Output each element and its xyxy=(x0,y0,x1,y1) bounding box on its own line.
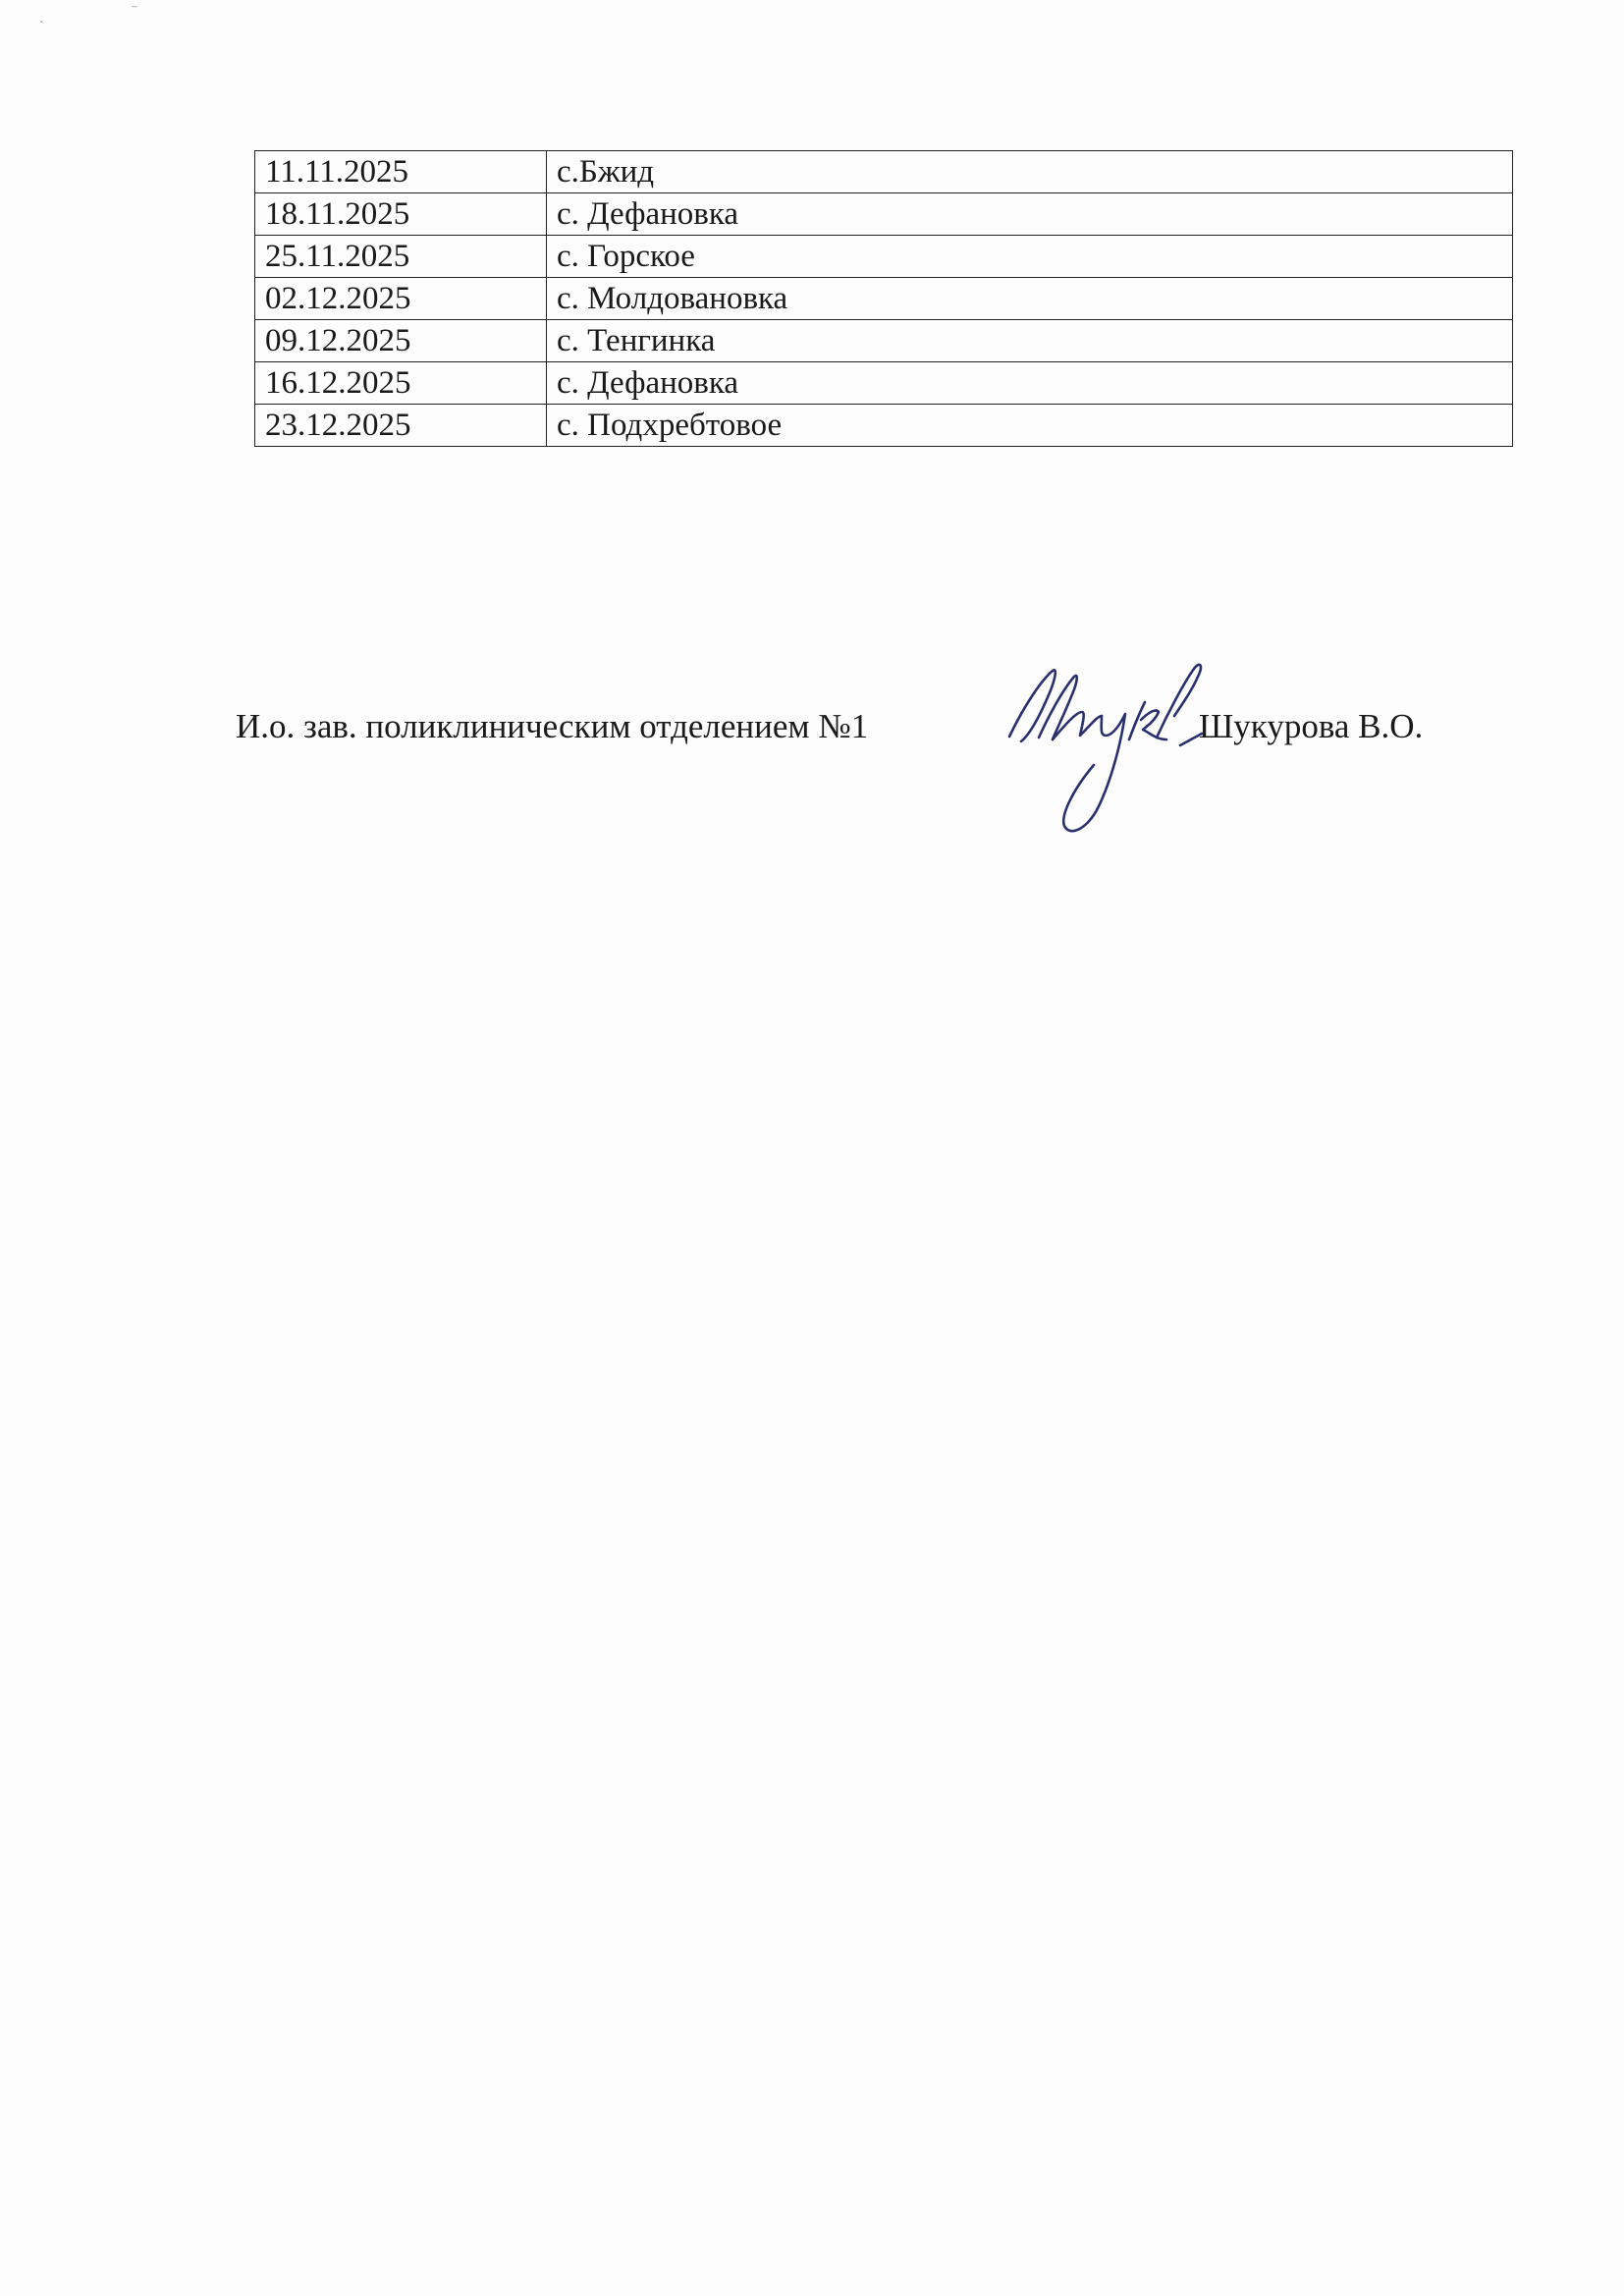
table-row xyxy=(255,320,1513,362)
table-row xyxy=(255,193,1513,236)
date-cell: 18.11.2025 xyxy=(255,193,547,236)
schedule-table xyxy=(254,150,1513,447)
date-cell: 09.12.2025 xyxy=(255,320,547,362)
scan-speck: ˴ xyxy=(39,14,44,28)
date-cell: 16.12.2025 xyxy=(255,362,547,405)
table-row xyxy=(255,151,1513,193)
table-row xyxy=(255,362,1513,405)
table-row xyxy=(255,236,1513,278)
signatory-name: Шукурова В.О. xyxy=(1199,707,1424,745)
table-row xyxy=(255,278,1513,320)
scan-speck: ⁻ xyxy=(131,3,138,18)
table-row xyxy=(255,405,1513,447)
place-cell: с.Бжид xyxy=(547,151,1513,193)
place-cell: с. Подхребтовое xyxy=(547,405,1513,447)
date-cell: 23.12.2025 xyxy=(255,405,547,447)
date-cell: 02.12.2025 xyxy=(255,278,547,320)
place-cell: с. Горское xyxy=(547,236,1513,278)
place-cell: с. Дефановка xyxy=(547,362,1513,405)
signatory-role: И.о. зав. поликлиническим отделением №1 xyxy=(236,707,869,745)
place-cell: с. Тенгинка xyxy=(547,320,1513,362)
handwritten-signature xyxy=(992,643,1222,840)
place-cell: с. Дефановка xyxy=(547,193,1513,236)
date-cell: 11.11.2025 xyxy=(255,151,547,193)
place-cell: с. Молдовановка xyxy=(547,278,1513,320)
date-cell: 25.11.2025 xyxy=(255,236,547,278)
